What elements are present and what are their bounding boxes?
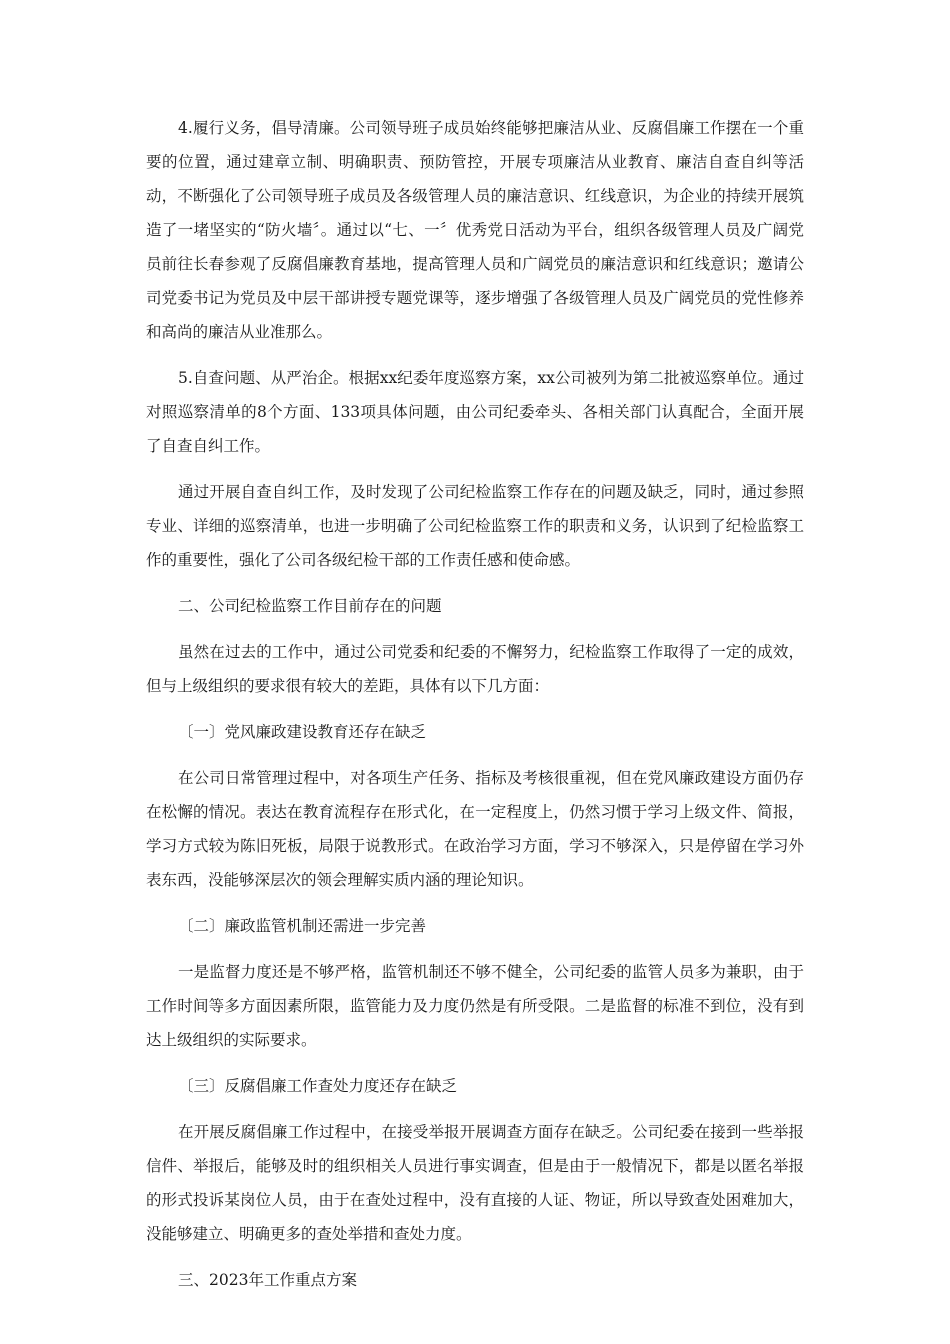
- section-heading-plan-2023: 三、2023年工作重点方案: [178, 1271, 357, 1289]
- paragraph-inspection-results: 通过开展自查自纠工作，及时发现了公司纪检监察工作存在的问题及缺乏，同时，通过参照专业、详细的巡察清单，也进一步明确了公司纪检监察工作的职责和义务，认识到了纪检监察工作的重要性，强化了公司各级纪检干部的工作责任感和使命感。: [146, 483, 804, 569]
- paragraph-investigation: 在开展反腐倡廉工作过程中，在接受举报开展调查方面存在缺乏。公司纪委在接到一些举报信件、举报后，能够及时的组织相关人员进行事实调查，但是由于一般情况下，都是以匿名举报的形式投诉某岗位人员，由于在查处过程中，没有直接的人证、物证，所以导致查处困难加大，没能够建立、明确更多的查处举措和查处力度。: [146, 1123, 804, 1243]
- paragraph-problems-intro: 虽然在过去的工作中，通过公司党委和纪委的不懈努力，纪检监察工作取得了一定的成效，但与上级组织的要求很有较大的差距，具体有以下几方面：: [146, 643, 804, 695]
- subheading-supervision: 〔二〕廉政监管机制还需进一步完善: [178, 917, 427, 935]
- subheading-education: 〔一〕党风廉政建设教育还存在缺乏: [178, 723, 427, 741]
- document-body: [146, 111, 804, 1309]
- section-heading-problems: 二、公司纪检监察工作目前存在的问题: [178, 597, 442, 615]
- paragraph-supervision: 一是监督力度还是不够严格，监管机制还不够不健全，公司纪委的监管人员多为兼职，由于工作时间等多方面因素所限，监管能力及力度仍然是有所受限。二是监督的标准不到位，没有到达上级组织的实际要求。: [146, 963, 804, 1049]
- paragraph-duty-integrity: 4.履行义务，倡导清廉。公司领导班子成员始终能够把廉洁从业、反腐倡廉工作摆在一个重要的位置，通过建章立制、明确职责、预防管控，开展专项廉洁从业教育、廉洁自查自纠等活动，不断强化了公司领导班子成员及各级管理人员的廉洁意识、红线意识，为企业的持续开展筑造了一堵坚实的“防火墙〞。通过以“七、一〞优秀党日活动为平台，组织各级管理人员及广阔党员前往长春参观了反腐倡廉教育基地，提高管理人员和广阔党员的廉洁意识和红线意识；邀请公司党委书记为党员及中层干部讲授专题党课等，逐步增强了各级管理人员及广阔党员的党性修养和高尚的廉洁从业准那么。: [146, 119, 804, 341]
- paragraph-self-inspection: 5.自查问题、从严治企。根据xx纪委年度巡察方案，xx公司被列为第二批被巡察单位。通过对照巡察清单的8个方面、133项具体问题，由公司纪委牵头、各相关部门认真配合，全面开展了自查自纠工作。: [146, 369, 804, 455]
- paragraph-education: 在公司日常管理过程中，对各项生产任务、指标及考核很重视，但在党风廉政建设方面仍存在松懈的情况。表达在教育流程存在形式化，在一定程度上，仍然习惯于学习上级文件、简报，学习方式较为陈旧死板，局限于说教形式。在政治学习方面，学习不够深入，只是停留在学习外表东西，没能够深层次的领会理解实质内涵的理论知识。: [146, 769, 804, 889]
- subheading-investigation: 〔三〕反腐倡廉工作查处力度还存在缺乏: [178, 1077, 458, 1095]
